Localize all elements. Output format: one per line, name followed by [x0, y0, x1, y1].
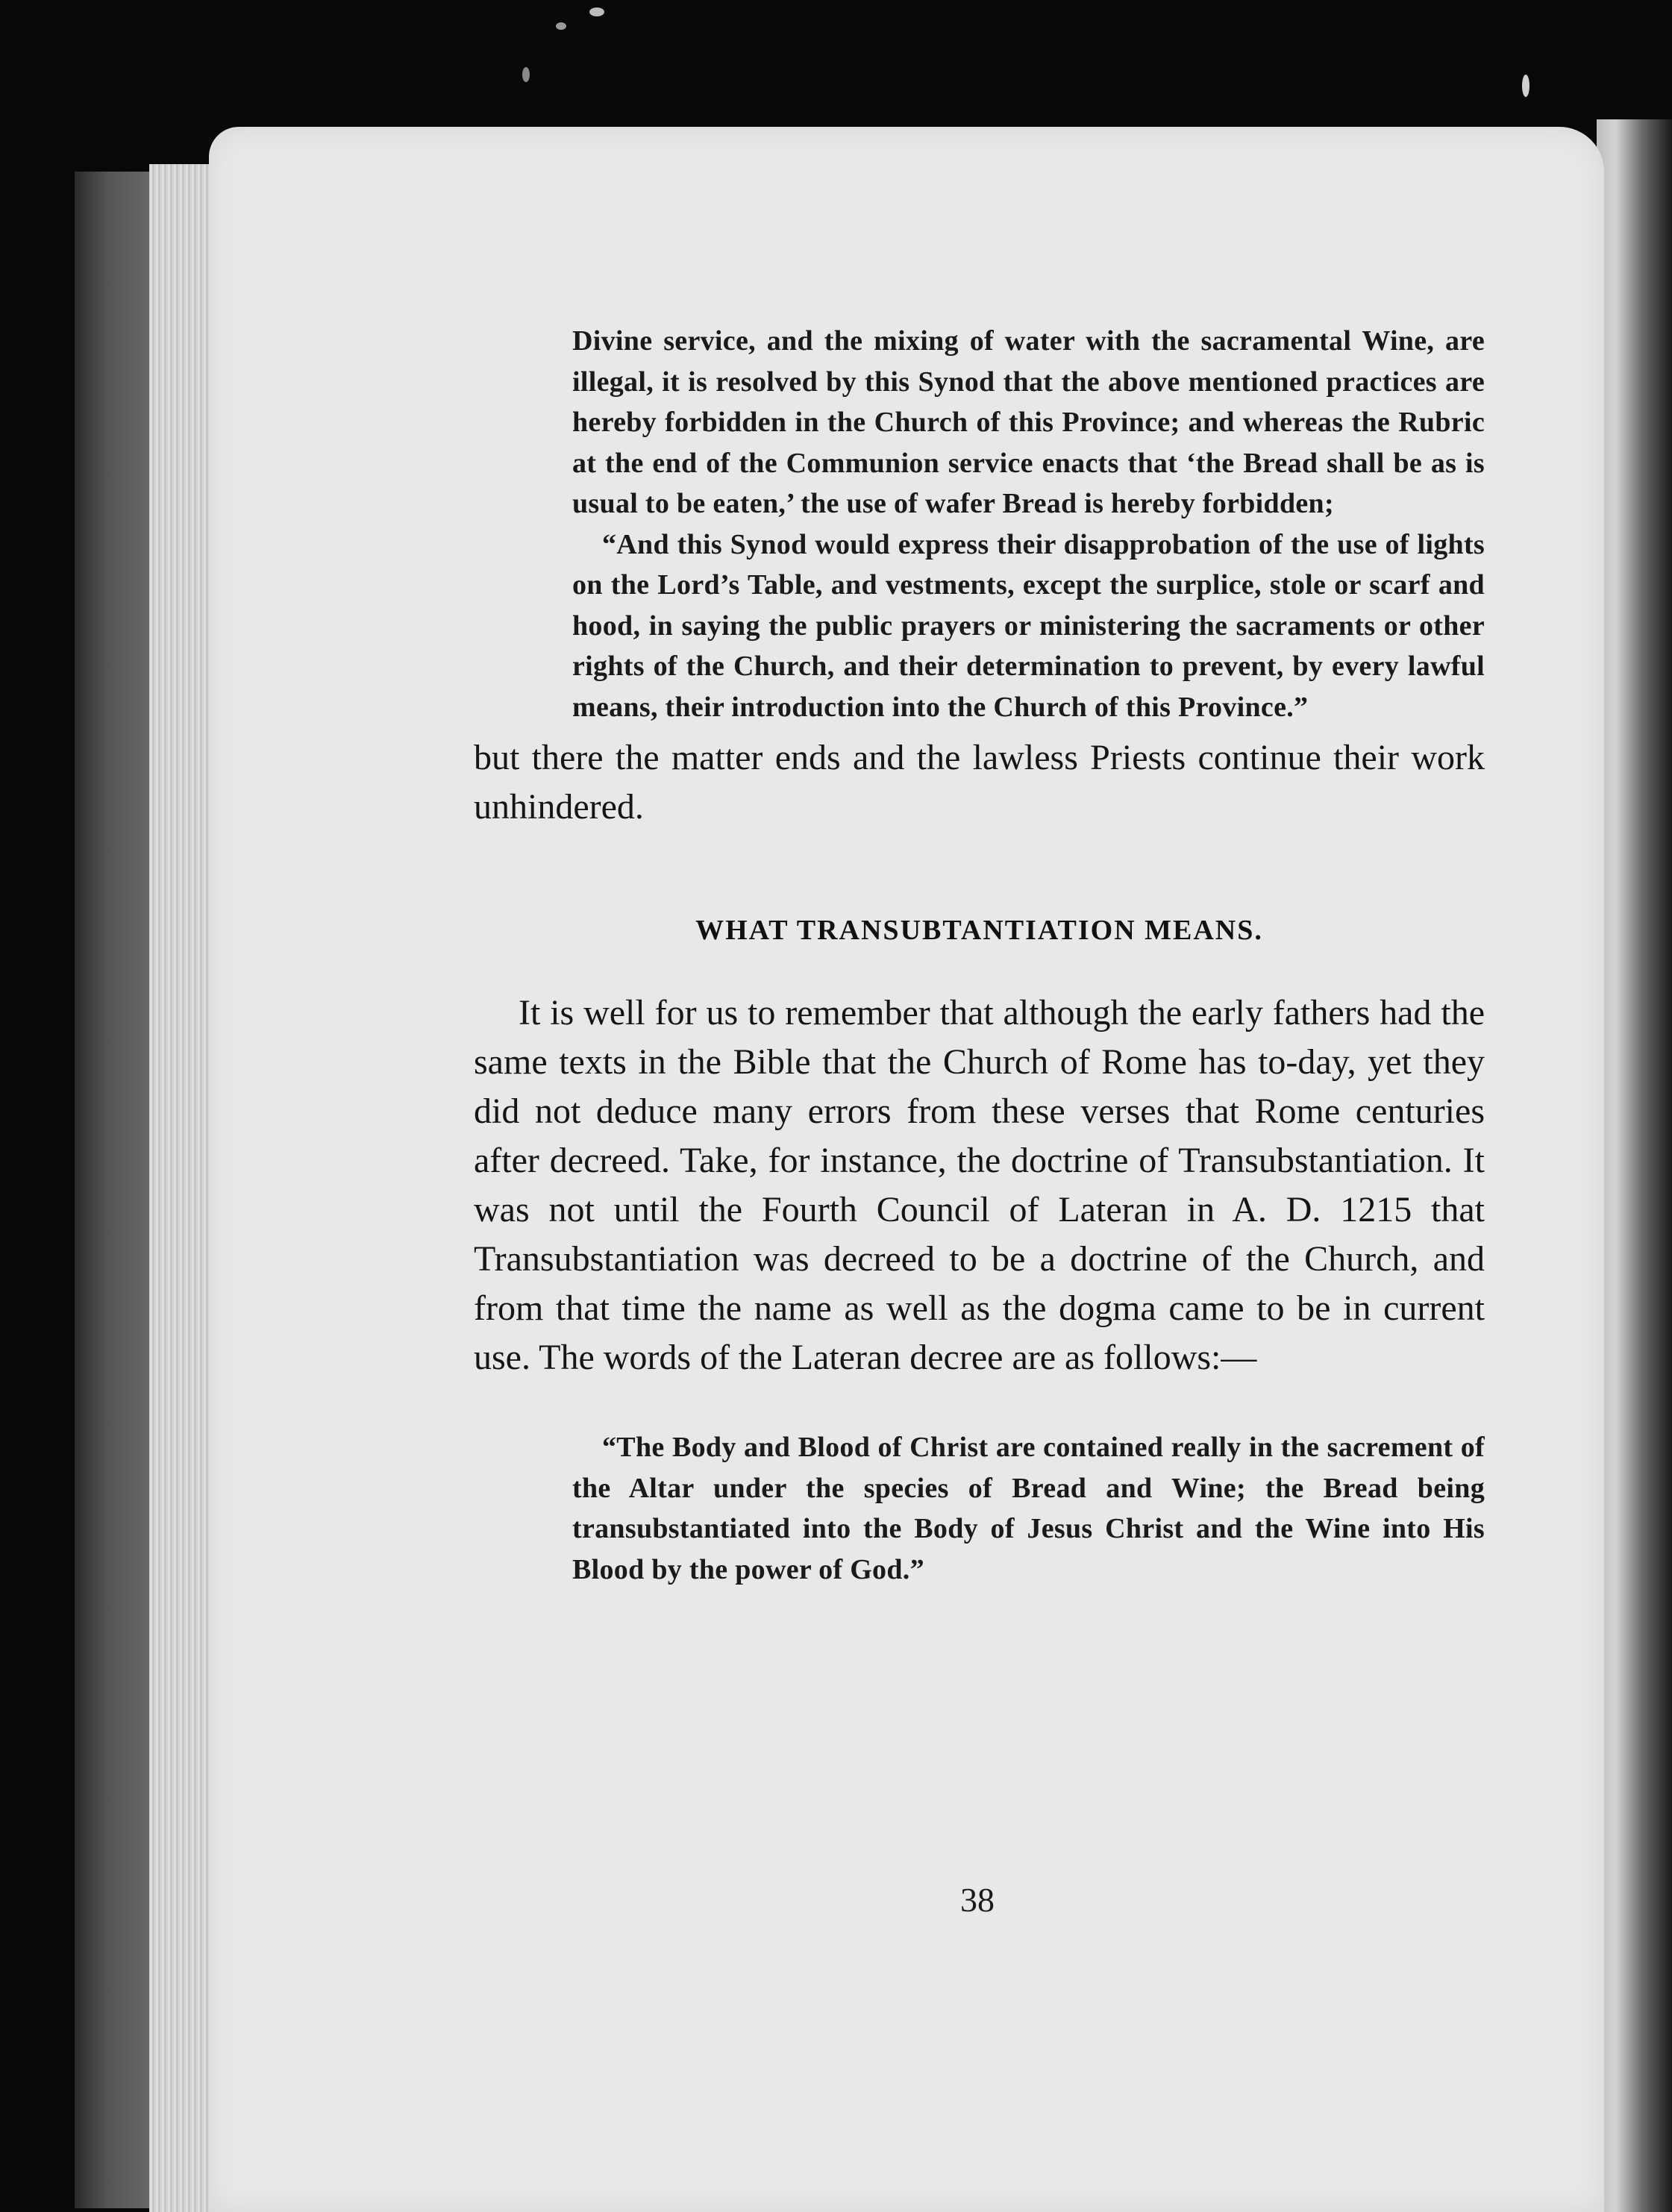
right-page-edges [1597, 119, 1672, 2212]
quote-paragraph: “And this Synod would express their disapprobation of the use of lights on the Lord’s Table, and vestments, except the surplice, stole or scarf and hood, in saying the public prayers or ministering the sacraments or other rights of the Church, and their determination to prevent, by every lawful means, their introduction into the Church of this Province.” [572, 528, 1485, 723]
scan-speck [522, 67, 530, 82]
page-content [474, 321, 1485, 1590]
page-number: 38 [960, 1881, 995, 1919]
quote-paragraph: Divine service, and the mixing of water with the sacramental Wine, are illegal, it is resolved by this Synod that the above mentioned practices are hereby forbidden in the Church of this Province; and whereas the Rubric at the end of the Communion service enacts that ‘the Bread shall be as is usual to be eaten,’ the use of wafer Bread is hereby forbidden; [572, 325, 1485, 519]
left-page-edges [149, 164, 216, 2212]
continuation-paragraph: but there the matter ends and the lawless Priests continue their work unhindered. [474, 738, 1485, 827]
quote-paragraph: “The Body and Blood of Christ are contained really in the sacrement of the Altar under the species of Bread and Wine; the Bread being transubstantiated into the Body of Jesus Christ and the Wine into His Blood by the power of God.” [572, 1432, 1485, 1585]
body-paragraph: It is well for us to remember that although the early fathers had the same texts in the Bible that the Church of Rome has to-day, yet they did not deduce many errors from these verses that Rome centuries after decreed. Take, for instance, the doctrine of Transubstantiation. It was not until the Fourth Council of Lateran in A. D. 1215 that Transubstantiation was decreed to be a doctrine of the Church, and from that time the name as well as the dogma came to be in current use. The words of the Lateran decree are as follows:— [474, 993, 1485, 1377]
synod-resolution-quote [572, 321, 1485, 727]
book-page [209, 127, 1604, 2212]
lateran-decree-quote [572, 1427, 1485, 1590]
scan-speck [589, 7, 604, 16]
scan-speck [556, 22, 566, 30]
book-spine-edge [75, 172, 157, 2208]
section-heading: WHAT TRANSUBTANTIATION MEANS. [695, 915, 1263, 946]
scan-speck [1522, 75, 1529, 97]
